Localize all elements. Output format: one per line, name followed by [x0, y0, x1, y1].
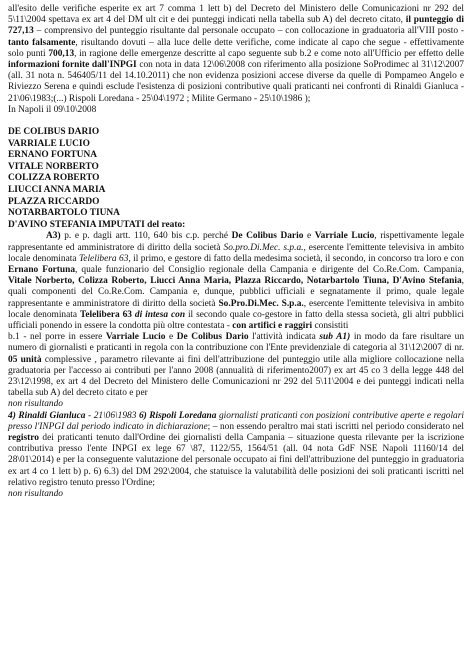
charged-tail: del reato: [144, 219, 186, 230]
item-italic-text: giornalisti praticanti con posizioni contributive aperte e regolari presso l'INPGI dal periodo indicato in dichiarazione [8, 410, 464, 432]
charge-bold: De Colibus Dario [231, 231, 304, 242]
charge-text: , esercente l'emittente televisiva in ambito locale denominata [8, 242, 464, 264]
defendant-name: VARRIALE LUCIO [8, 138, 90, 149]
intro-bold: tanto falsamente [8, 37, 76, 48]
charge-bold: Telelibera 63 [79, 309, 132, 320]
place-date: In Napoli il 09\10\2008 [8, 104, 97, 115]
charge-text: p. e p. dagli artt. 110, 640 bis c.p. perché [60, 231, 232, 242]
section-text: e [165, 332, 177, 343]
defendants-list [8, 127, 464, 231]
charge-bold: con artifici e raggiri [232, 321, 313, 331]
intro-text: all'esito delle verifiche esperite ex art 7 comma 1 lett b) del Decreto del Ministero delle Comunicazioni nr 292 del 5\11\2004 spettava ex art 4 del DM ult cit e dei punteggi indicati nella tabella sub A) del decreto citato, [8, 4, 464, 26]
charge-text: e [303, 231, 315, 242]
defendant-name: VITALE NORBERTO [8, 161, 99, 172]
defendant-name: NOTARBARTOLO TIUNA [8, 208, 120, 219]
charge-bold: Vitale Norberto, Colizza Roberto, Liucci Anna Maria, Plazza Riccardo, Notarbartolo Tiuna, D'Avino Stefania [8, 276, 462, 287]
section-bold-italic: sub A1) [319, 332, 351, 343]
defendant-name: COLIZZA ROBERTO [8, 173, 100, 184]
defendant-name: ERNANO FORTUNA [8, 150, 97, 161]
charge-text: , rispettivamente legale rappresentante ed amministratore di diritto della società [8, 231, 464, 253]
non-risultando-label: non risultando [8, 399, 63, 410]
charge-italic: Telelibera 63 [78, 253, 129, 264]
charge-tag: A3) [46, 231, 61, 242]
section-text: l'attività indicata [248, 332, 320, 343]
charge-bold: So.Pro.Di.Mec. S.p.a. [218, 298, 304, 309]
charge-text: , il primo, e gestore di fatto della medesima società, il secondo, in concorso tra loro e con [128, 253, 464, 264]
charge-text: , quali componenti del Co.Re.Com. Campania e, dunque, pubblici ufficiali e segnatamente il primo, quale legale rappresentante e amministratore di diritto della società [8, 276, 464, 309]
charge-text: , quale funzionario del Consiglio regionale della Campania e dirigente del Co.Re.Com. Campania, [75, 264, 464, 275]
defendant-name: DE COLIBUS DARIO [8, 127, 100, 138]
charge-a3-paragraph [8, 231, 464, 332]
item-text: dei praticanti tenuto dall'Ordine dei giornalisti della Campania – situazione questa rilevante per la iscrizione contributiva presso l'ente INPGI ex lege 67 \87, 1122/55, 1564/51 (all. 04 nota GdF NSE Napoli 11160/14 del 28\01\2014) e per la conseguente valutazione del personale occupato ai fini dell'attribuzione del punteggio in graduatoria ex art 4 co 1 lett b) p. 6) 6.3) del DM 292\2004, che statuisce la valutabilità delle posizioni dei soli praticanti iscritti nel relativo registro tenuto presso l'Ordine; [8, 433, 464, 488]
intro-text: , in ragione delle emergenze descritte al capo seguente sub b.2 e come noto all'Ufficio per effetto delle [74, 48, 464, 59]
spacer [8, 116, 464, 127]
section-text: in modo da fare risultare un numero di giornalisti e praticanti in regola con la contribuzione con l'Ente previdenziale di categoria al 31\12\2007 di nr. [8, 332, 465, 354]
charged-label: IMPUTATI [98, 219, 145, 230]
intro-paragraph [8, 4, 464, 105]
person-date: - 21\06\1983 [85, 410, 139, 421]
defendant-last [8, 220, 464, 232]
intro-bold: informazioni fornite dall'INPGI [8, 60, 137, 71]
section-b1-paragraph [8, 332, 464, 399]
item-text: ; – non essendo peraltro mai stati iscritti nel periodo considerato nel [207, 421, 464, 432]
defendant-name: PLAZZA RICCARDO [8, 196, 100, 207]
item-tag: 6) [138, 410, 147, 421]
section-bold: Varriale Lucio [105, 332, 166, 343]
charge-bold: Varriale Lucio [314, 231, 375, 242]
person-name: Rispoli Loredana [146, 410, 217, 421]
intro-bold: 700,13 [48, 48, 75, 59]
charge-bold-italic: di intesa con [132, 309, 186, 320]
defendant-name: D'AVINO STEFANIA [8, 219, 99, 230]
section-text: b.1 - nel porre in essere [8, 332, 106, 343]
non-risultando-label: non risultando [8, 489, 63, 500]
intro-text: con nota in data 12\06\2008 con riferimento alla posizione SoProdimec al 31\12\2007 (all. 31 nota n. 546405/11 del 14.10.2011) che non evidenza posizioni accese diverse da quelle di Pompameo Angelo e Riviezzo Serena e quindi esclude l'esistenza di posizioni contributive quali praticanti nei confronti di Rinaldi Gianluca - 21\06\1983;(...) Rispoli Loredana - 25\04\1972 ; Milite Germano - 25\10\1986 ); [8, 60, 464, 104]
intro-bold: il punteggio di 727,13 [8, 15, 464, 37]
item-bold: registro [8, 433, 39, 444]
person-name: Rinaldi Gianluca [15, 410, 86, 421]
charge-text: consistiti [312, 321, 349, 331]
section-bold: De Colibus Dario [176, 332, 249, 343]
charge-bold: Ernano Fortuna [8, 264, 76, 275]
defendant-name: LIUCCI ANNA MARIA [8, 185, 106, 195]
charge-text: , esercente l'emittente televisiva in ambito locale denominata [8, 298, 464, 320]
charge-text: il secondo quale co-gestore in fatto della stessa società, gli altri pubblici ufficiali ponendo in essere la condotta più oltre contestata - [8, 309, 464, 331]
section-text: complessive , parametro rilevante ai fini dell'attribuzione del punteggio utile alla migliore collocazione nella graduatoria per l'accesso ai contributi per l'anno 2008 (annualità di riferimento2007) ex art 45 co 3 della legge 448 del 23\12\1998, ex art 4 del Decreto del Ministero delle Comunicazioni nr 292 del 5\11\2004 e dei punteggi indicati nella tabella sub A) del decreto citato e per [8, 354, 464, 399]
section-bold: 05 unità [8, 354, 42, 365]
charge-italic: So.pro.Di.Mec. s.p.a. [223, 242, 304, 253]
intro-text: , risultando dovuti – alla luce delle dette verifiche, come indicate al capo che segue - effettivamente solo punti [8, 37, 464, 59]
item-tag: 4) [8, 410, 16, 421]
intro-text: – comprensivo del punteggio risultante dal personale occupato – con collocazione in graduatoria all'VIII posto - [33, 26, 464, 37]
item-4-paragraph [8, 411, 464, 489]
